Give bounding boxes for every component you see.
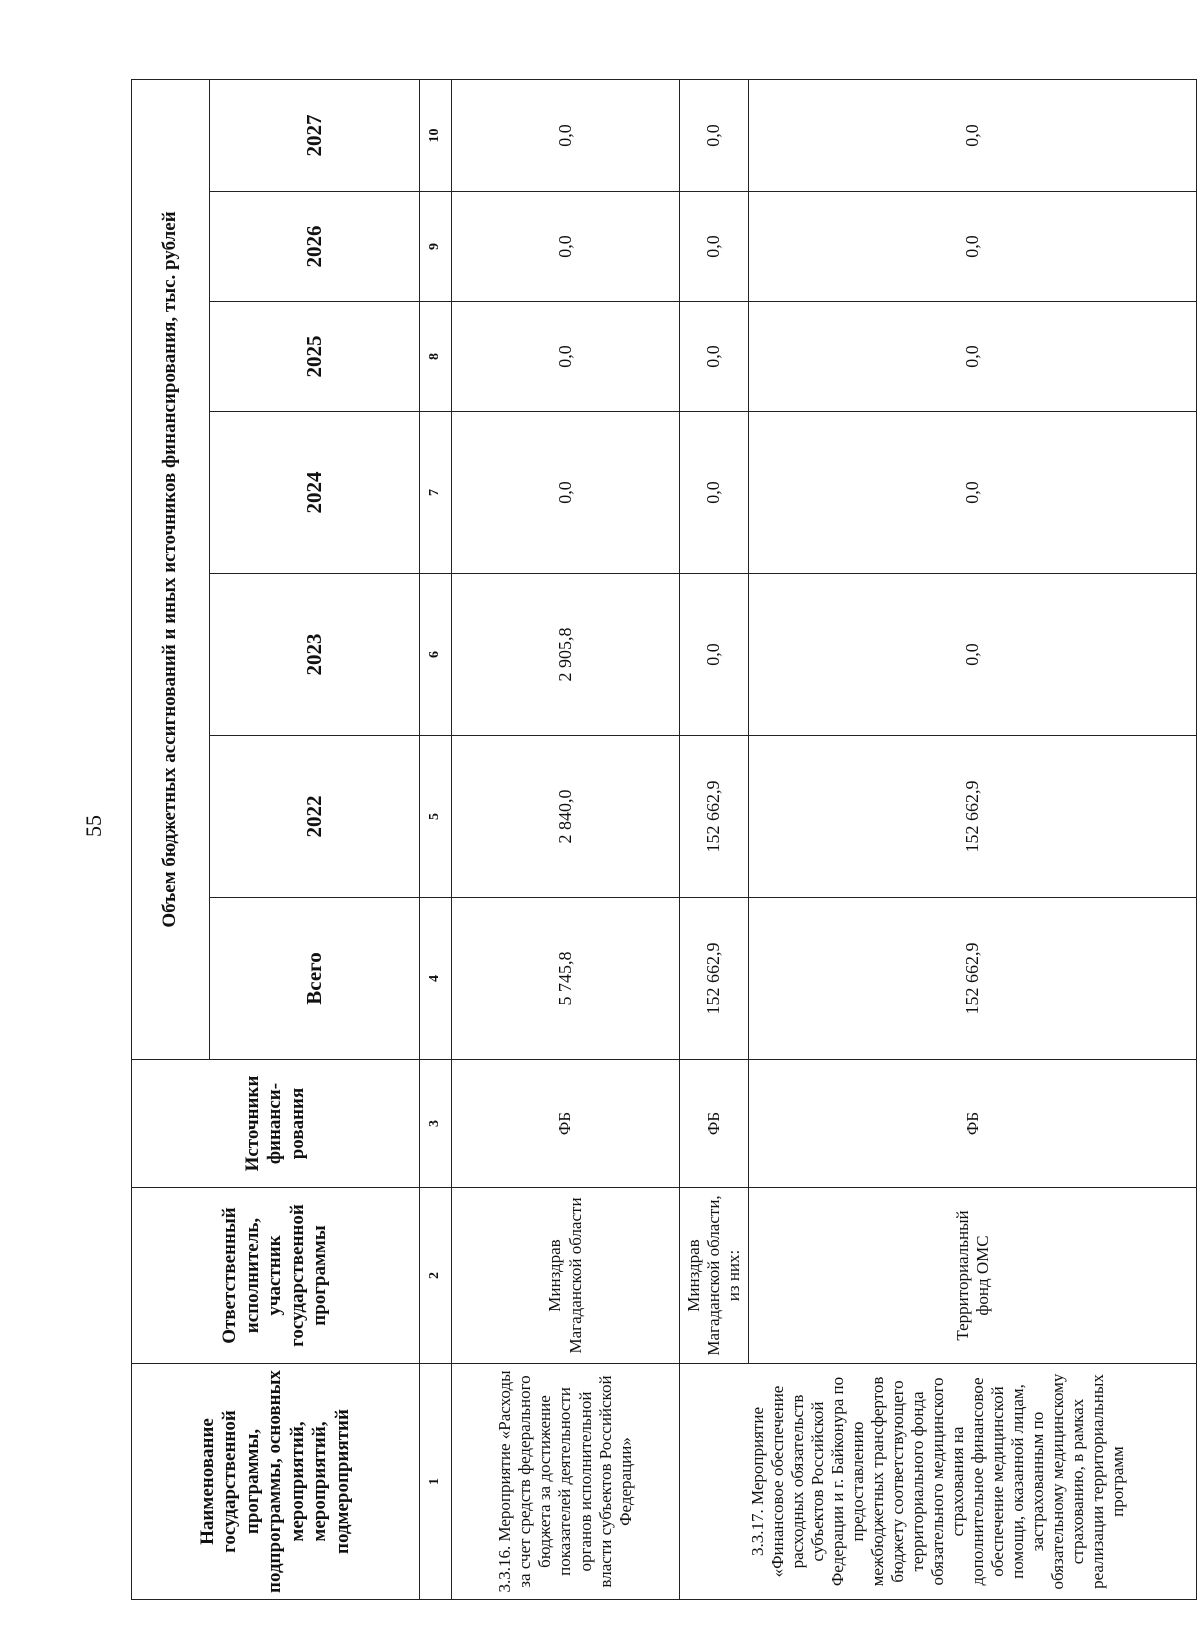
row-funding-source: ФБ: [680, 1060, 749, 1188]
column-number: 1: [420, 1364, 452, 1600]
row-program-name: 3.3.17. Мероприятие «Финансовое обеспечение расходных обязательств субъектов Российской Федерации и г. Байконура по предоставлению межбюджетных трансфертов бюджету соответствующего территориального фонда обязательного медицинского страхования на дополнительное финансовое обеспечение медицинской помощи, оказанной лицам, застрахованным по обязательному медицинскому страхованию, в рамках реализации территориальных программ: [680, 1364, 1197, 1600]
row-value-2022: 152 662,9: [749, 736, 1197, 898]
header-program-name: Наименование государственной программы, подпрограммы, основных мероприятий, мероприятий, подмероприятий: [132, 1364, 420, 1600]
row-value-total: 5 745,8: [452, 898, 680, 1060]
column-number: 2: [420, 1188, 452, 1364]
row-value-2023: 2 905,8: [452, 574, 680, 736]
page-number: 55: [81, 815, 106, 837]
header-year-2024: 2024: [210, 412, 420, 574]
row-executor: Минздрав Магаданской области, из них:: [680, 1188, 749, 1364]
row-value-2025: 0,0: [452, 302, 680, 412]
table-row: [452, 79, 680, 1599]
header-funding-source: Источники финанси-рования: [132, 1060, 420, 1188]
header-year-2026: 2026: [210, 192, 420, 302]
column-number: 4: [420, 898, 452, 1060]
column-number: 5: [420, 736, 452, 898]
column-number: 6: [420, 574, 452, 736]
row-value-2026: 0,0: [680, 192, 749, 302]
row-value-2022: 152 662,9: [680, 736, 749, 898]
row-value-2023: 0,0: [680, 574, 749, 736]
header-year-2027: 2027: [210, 79, 420, 191]
row-value-total: 152 662,9: [749, 898, 1197, 1060]
column-number: 7: [420, 412, 452, 574]
table-row: [680, 79, 749, 1599]
rotated-table-wrapper: [131, 80, 1191, 1600]
column-number: 8: [420, 302, 452, 412]
row-value-2023: 0,0: [749, 574, 1197, 736]
header-year-2023: 2023: [210, 574, 420, 736]
row-value-2027: 0,0: [680, 79, 749, 191]
row-value-2026: 0,0: [749, 192, 1197, 302]
header-row-1: [132, 79, 210, 1599]
header-year-2025: 2025: [210, 302, 420, 412]
row-funding-source: ФБ: [749, 1060, 1197, 1188]
row-value-2024: 0,0: [680, 412, 749, 574]
row-value-2025: 0,0: [680, 302, 749, 412]
row-value-2024: 0,0: [749, 412, 1197, 574]
row-value-total: 152 662,9: [680, 898, 749, 1060]
row-value-2027: 0,0: [452, 79, 680, 191]
row-value-2025: 0,0: [749, 302, 1197, 412]
header-executor: Ответственный исполнитель, участник государственной программы: [132, 1188, 420, 1364]
funding-table: [131, 79, 1197, 1600]
row-executor: Территориальный фонд ОМС: [749, 1188, 1197, 1364]
column-number-row: [420, 79, 452, 1599]
row-funding-source: ФБ: [452, 1060, 680, 1188]
header-year-total: Всего: [210, 898, 420, 1060]
row-value-2026: 0,0: [452, 192, 680, 302]
column-number: 10: [420, 79, 452, 191]
row-value-2027: 0,0: [749, 79, 1197, 191]
column-number: 9: [420, 192, 452, 302]
row-executor: Минздрав Магаданской области: [452, 1188, 680, 1364]
header-funding-group: Объем бюджетных ассигнований и иных источников финансирования, тыс. рублей: [132, 79, 210, 1059]
column-number: 3: [420, 1060, 452, 1188]
row-value-2022: 2 840,0: [452, 736, 680, 898]
row-value-2024: 0,0: [452, 412, 680, 574]
row-program-name: 3.3.16. Мероприятие «Расходы за счет средств федерального бюджета за достижение показателей деятельности органов исполнительной власти субъектов Российской Федерации»: [452, 1364, 680, 1600]
header-year-2022: 2022: [210, 736, 420, 898]
